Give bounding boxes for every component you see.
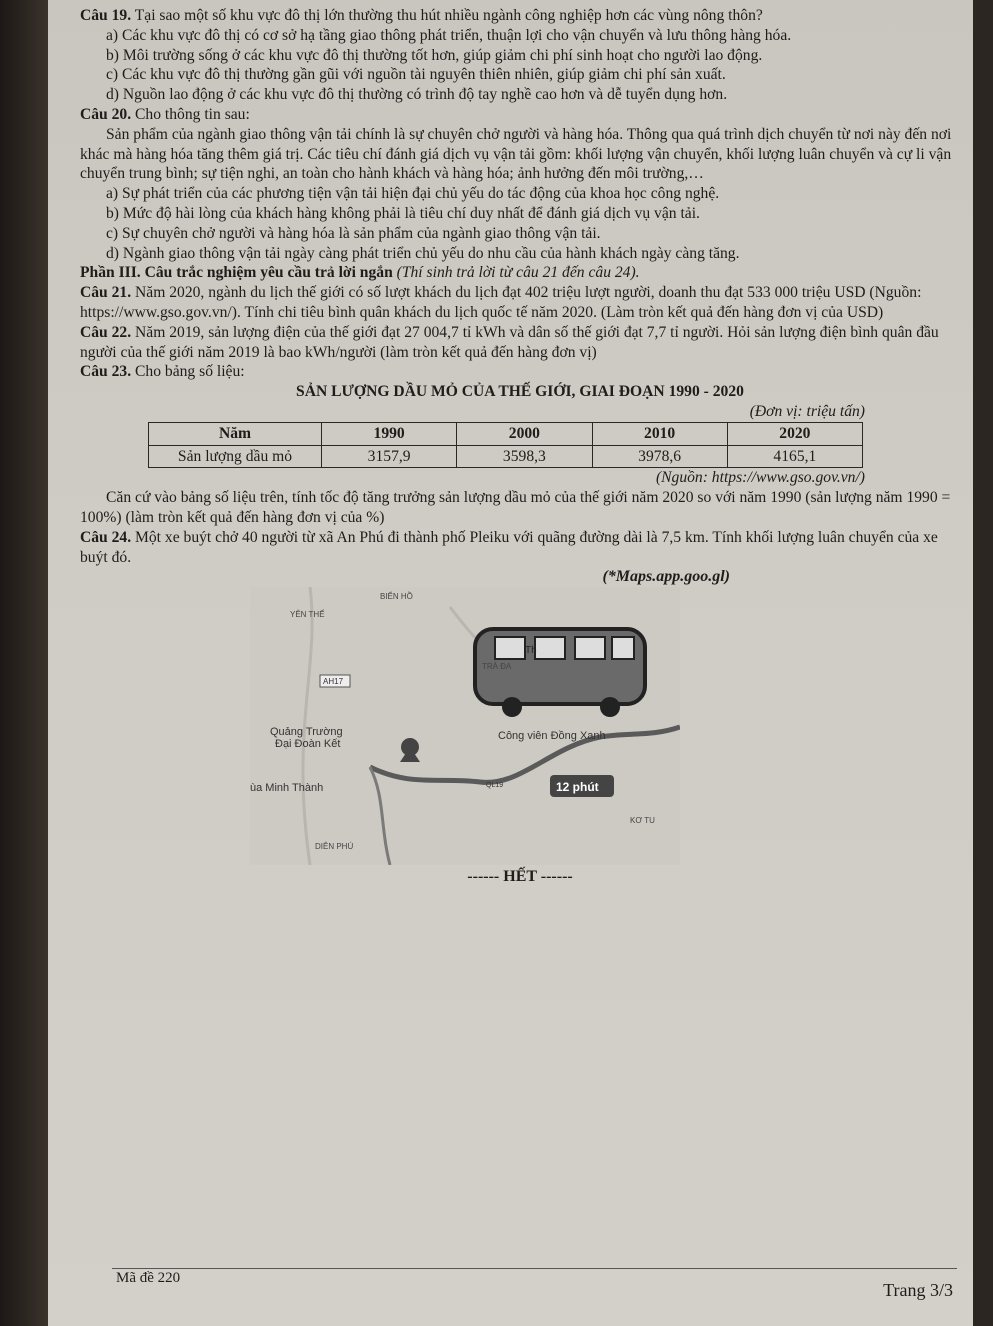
map-label: Quảng Trường [270,726,343,739]
table-cell: 4165,1 [727,445,862,468]
q19-option-b: b) Môi trường sống ở các khu vực đô thị thường tốt hơn, giúp giảm chi phí sinh hoạt cho người lao động. [106,46,763,64]
table-cell: 3978,6 [592,445,727,468]
table-header-row [149,422,863,445]
page-number: Trang 3/3 [883,1280,953,1300]
map-label: BIỂN HỒ [380,592,413,602]
part3-heading: Phần III. Câu trắc nghiệm yêu cầu trả lời ngắn (Thí sinh trả lời từ câu 21 đến câu 24). [80,264,640,282]
q23-question: Căn cứ vào bảng số liệu trên, tính tốc độ tăng trưởng sản lượng dầu mỏ của thế giới năm 2020 so với năm 1990 (sản lượng năm 1990 = 100%) (làm tròn kết quả đến hàng đơn vị của %) [80,489,951,526]
footer-divider [112,1268,957,1269]
map-label: Đại Đoàn Kết [275,738,341,751]
location-pin-icon [401,738,419,756]
q23-title: Câu 23. [80,363,132,381]
oil-production-table [148,422,863,469]
q20-stem: Câu 20. Cho thông tin sau: [80,105,250,123]
bus-window [535,637,565,659]
q23-stem: Câu 23. Cho bảng số liệu: [80,363,245,381]
map-label: YÊN THẾ [290,610,325,620]
map-label: ùa Minh Thành [250,782,324,795]
q20-option-d: d) Ngành giao thông vận tải ngày càng phát triển chủ yếu do nhu cầu của hành khách ngày càng tăng. [106,244,740,262]
q20-info: Sản phẩm của ngành giao thông vận tải chính là sự chuyên chở người và hàng hóa. Thông qua quá trình dịch chuyển từ nơi này đến nơi khác mà hàng hóa tăng thêm giá trị. Các tiêu chí đánh giá dịch vụ vận tải gồm: khối lượng vận chuyển, khối lượng luân chuyển và cự li vận chuyển trung bình; sự tiện nghi, an toàn cho hành khách và hàng hóa; ảnh hưởng đến môi trường,… [80,125,952,183]
q24: Câu 24. Một xe buýt chở 40 người từ xã An Phú đi thành phố Pleiku với quãng đường dài là 7,5 km. Tính khối lượng luân chuyển của xe buýt đó. [80,528,938,566]
q19-option-c: c) Các khu vực đô thị thường gần gũi với nguồn tài nguyên thiên nhiên, giúp giảm chi phí sản xuất. [106,66,726,84]
q21-title: Câu 21. [80,284,132,302]
map-label: Th [525,645,537,657]
table-cell: 3157,9 [322,445,457,468]
q19-option-a: a) Các khu vực đô thị có cơ sở hạ tầng giao thông phát triển, thuận lợi cho vận chuyển và lưu thông hàng hóa. [106,26,792,44]
bus-wheel [600,697,620,717]
row-label: Sản lượng dầu mỏ [149,445,322,468]
table-cell: 3598,3 [457,445,592,468]
route-map [250,587,680,865]
q22-title: Câu 22. [80,323,132,341]
page-content [80,6,960,887]
bus-window [495,637,525,659]
q22: Câu 22. Năm 2019, sản lượng điện của thế giới đạt 27 004,7 tỉ kWh và dân số thế giới đạt 7,7 tỉ người. Hỏi sản lượng điện bình quân đầu người của thế giới năm 2019 là bao kWh/người (làm tròn kết quả đến hàng đơn vị) [80,323,939,361]
table-row [149,445,863,468]
bus-window [575,637,605,659]
bus-wheel [502,697,522,717]
map-label: QL19 [486,782,504,790]
q19-title: Câu 19. [80,7,132,24]
route-map-figure [250,567,730,867]
map-label: TRÀ ĐA [482,662,512,672]
travel-time: 12 phút [556,780,599,795]
q19-option-d: d) Nguồn lao động ở các khu vực đô thị thường có trình độ tay nghề cao hơn và dễ tuyển dụng hơn. [106,86,728,104]
q21: Câu 21. Năm 2020, ngành du lịch thế giới có số lượt khách du lịch đạt 402 triệu lượt người, doanh thu đạt 533 000 triệu USD (Nguồn: https://www.gso.gov.vn/). Tính chi tiêu bình quân khách du lịch quốc tế năm 2020. (Làm tròn kết quả đến hàng đơn vị của USD) [80,284,922,321]
q19-stem: Câu 19. Tại sao một số khu vực đô thị lớn thường thu hút nhiều ngành công nghiệp hơn các vùng nông thôn? [80,7,763,24]
q20-option-c: c) Sự chuyên chở người và hàng hóa là sản phẩm của ngành giao thông vận tải. [106,224,601,242]
header-cell: 2010 [592,422,727,445]
q24-title: Câu 24. [80,528,132,546]
exam-page [48,0,973,1326]
q20-option-b: b) Mức độ hài lòng của khách hàng không phải là tiêu chí duy nhất để đánh giá dịch vụ vận tải. [106,204,700,222]
table-title: SẢN LƯỢNG DẦU MỎ CỦA THẾ GIỚI, GIAI ĐOẠN 1990 - 2020 [296,383,744,401]
bus-window [612,637,634,659]
header-cell: 2000 [457,422,592,445]
header-cell: 2020 [727,422,862,445]
table-source: (Nguồn: https://www.gso.gov.vn/) [655,469,865,487]
map-label: DIÊN PHÚ [315,842,354,852]
left-shadow [0,0,48,1326]
map-label: Công viên Đồng Xanh [498,730,606,743]
table-unit: (Đơn vị: triệu tấn) [749,402,865,420]
map-source: (*Maps.app.goo.gl) [602,568,730,586]
header-cell: 1990 [322,422,457,445]
q20-option-a: a) Sự phát triển của các phương tiện vận tải hiện đại chủ yếu do tác động của khoa học công nghệ. [106,185,720,203]
q20-title: Câu 20. [80,105,132,123]
end-marker: ------ HẾT ------ [467,868,573,886]
exam-code: Mã đề 220 [116,1270,181,1286]
map-label: AH17 [323,677,344,687]
header-cell: Năm [149,422,322,445]
map-label: KƠ TU [630,816,655,826]
